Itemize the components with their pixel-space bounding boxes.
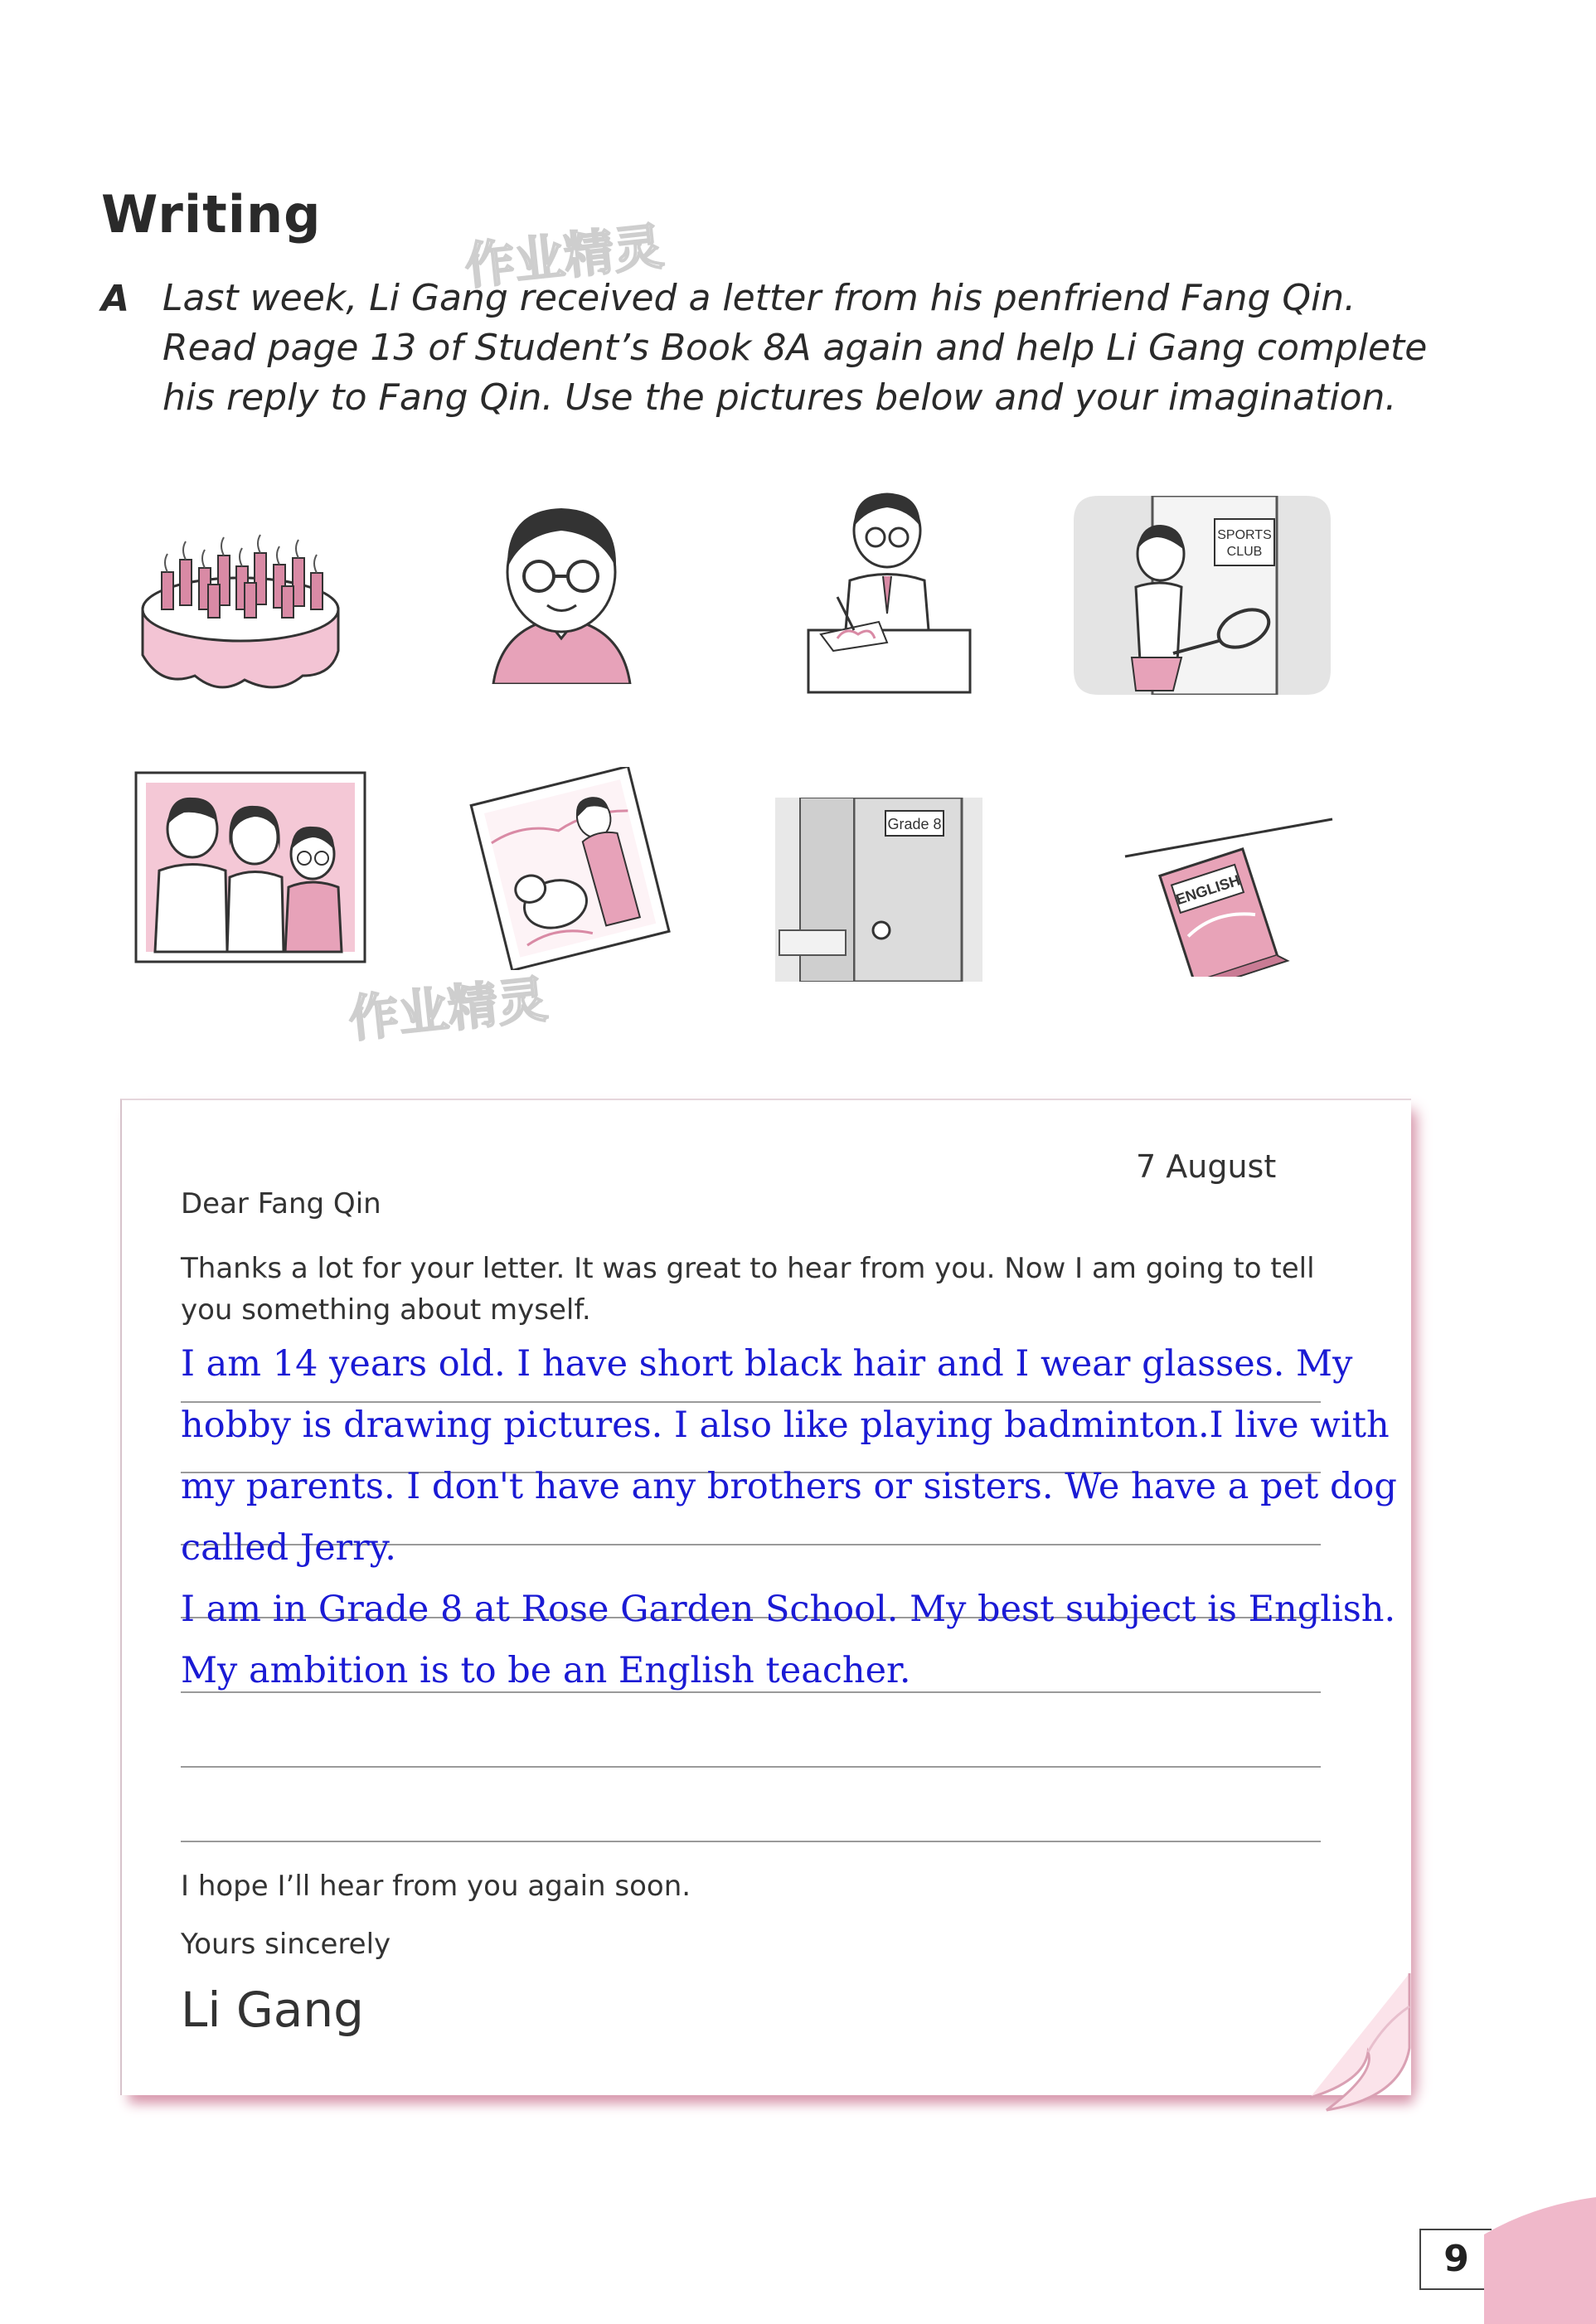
page-curl-decoration (1277, 1973, 1443, 2114)
sports-club-sign-line1: SPORTS (1217, 528, 1272, 542)
writing-line (181, 1841, 1321, 1842)
page-number: 9 (1419, 2229, 1492, 2290)
answer-line: hobby is drawing pictures. I also like playing badminton.I live with (181, 1405, 1390, 1446)
letter-signature: Li Gang (181, 1982, 364, 2038)
watermark: 作业精灵 (346, 970, 551, 1050)
answer-line: I am in Grade 8 at Rose Garden School. My best subject is English. (181, 1589, 1396, 1630)
exercise-letter: A (101, 278, 130, 320)
letter-date: 7 August (1136, 1148, 1277, 1185)
letter-intro-line1: Thanks a lot for your letter. It was great to hear from you. Now I am going to tell (181, 1252, 1315, 1285)
book-label-text: ENGLISH (1173, 871, 1243, 909)
answer-line: My ambition is to be an English teacher. (181, 1650, 911, 1691)
exercise-instruction: Last week, Li Gang received a letter from his penfriend Fang Qin. Read page 13 of Student’s Book 8A again and help Li Gang complete his reply to Fang Qin. Use the pictures below and your imagination. (163, 277, 1428, 419)
writing-line (181, 1766, 1321, 1768)
section-heading: Writing (101, 184, 322, 245)
boy-badminton-icon (1074, 496, 1331, 695)
boy-portrait-icon (485, 493, 638, 684)
english-book-icon (1123, 811, 1335, 977)
letter-closing: I hope I’ll hear from you again soon. (181, 1870, 691, 1903)
boy-with-dog-icon (468, 767, 672, 970)
sports-club-sign-line2: CLUB (1226, 545, 1263, 559)
family-photo-icon (134, 771, 366, 963)
classroom-door-icon (775, 798, 982, 982)
door-sign-text: Grade 8 (887, 816, 942, 832)
writing-line (181, 1401, 1321, 1403)
boy-drawing-icon (804, 489, 974, 696)
writing-line (181, 1691, 1321, 1693)
page-tab-decoration (1484, 2197, 1596, 2324)
answer-line: my parents. I don't have any brothers or sisters. We have a pet dog (181, 1466, 1397, 1507)
answer-line: called Jerry. (181, 1527, 396, 1569)
watermark: 作业精灵 (462, 217, 667, 297)
answer-line: I am 14 years old. I have short black hair and I wear glasses. My (181, 1343, 1353, 1385)
birthday-cake-icon (129, 510, 352, 705)
letter-intro-line2: you something about myself. (181, 1293, 591, 1327)
letter-greeting: Dear Fang Qin (181, 1187, 381, 1220)
letter-sign-off: Yours sincerely (181, 1928, 391, 1961)
